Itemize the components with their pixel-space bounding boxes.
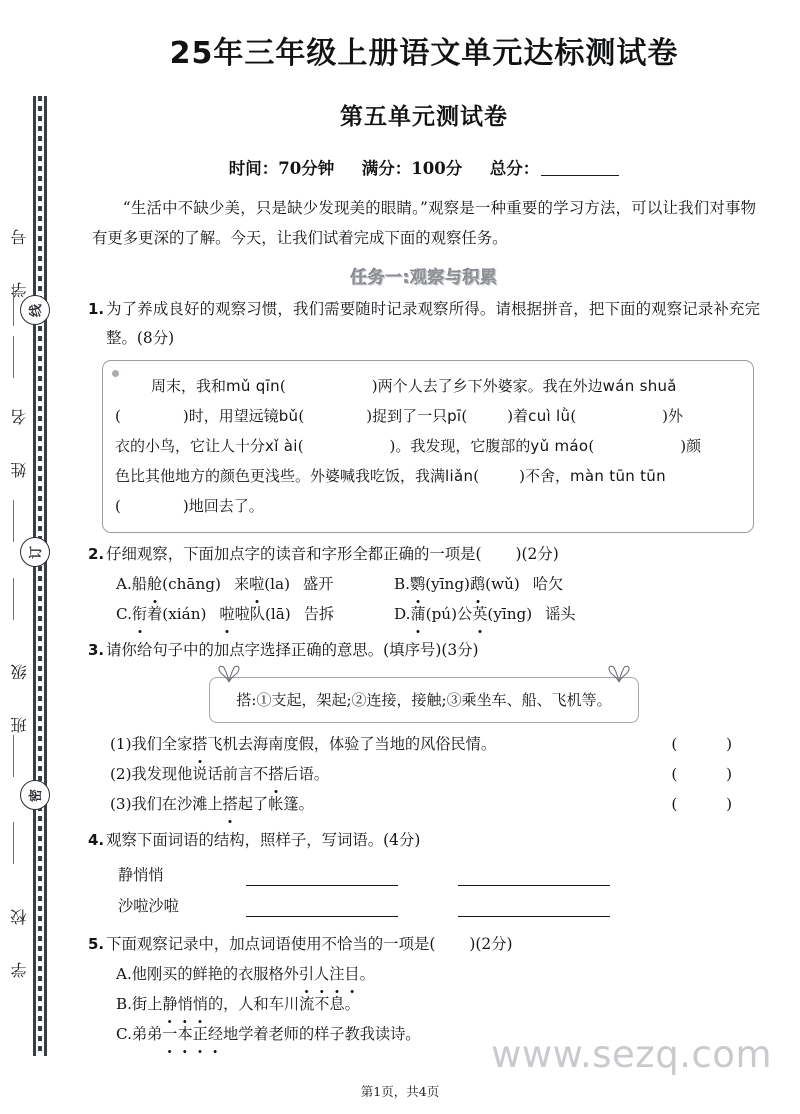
q3-item-2-answer-bracket[interactable]: ( ) — [671, 765, 754, 783]
q3-i2-pre: (2)我发现他说话前言不 — [110, 765, 269, 783]
q3-i2-post: 后语。 — [283, 765, 329, 783]
question-1-number: 1. — [88, 300, 105, 318]
seal-divider-3 — [13, 500, 14, 542]
q5-option-A-post: 。 — [359, 965, 375, 983]
question-5-number: 5. — [88, 935, 105, 953]
option-C[interactable] — [116, 599, 394, 629]
fb-l5-a: 地回去了。 — [188, 497, 264, 515]
option-D-p2: (pú)公 — [425, 605, 473, 623]
question-2-number: 2. — [88, 545, 105, 563]
fb-l2-c: 着 — [513, 407, 529, 425]
fb-l1-pinyin-2: wán shuǎ — [602, 377, 677, 395]
question-4-row-1 — [118, 864, 760, 886]
option-D-p5: 谣头 — [545, 605, 576, 623]
q5-option-C-label: C. — [116, 1025, 132, 1043]
fb-l4-a: 色比其他地方的颜色更浅些。外婆喊我吃饭，我满 — [115, 467, 446, 485]
meta-full-score: 满分：100分 — [361, 159, 463, 178]
seal-divider-5 — [13, 735, 14, 777]
seal-label-student-id: 学 号 — [10, 220, 29, 298]
q3-i1-post: 飞机去海南度假，体验了当地的风俗民情。 — [207, 735, 497, 753]
option-A[interactable] — [116, 569, 394, 599]
option-C-dotted-2: 啦 — [219, 599, 234, 629]
page-title: 25年三年级上册语文单元达标测试卷 — [169, 36, 679, 71]
definition-box — [209, 677, 638, 723]
option-A-dotted-1: 舱 — [147, 569, 162, 599]
meta-time: 时间：70分钟 — [228, 159, 335, 178]
seal-label-class: 班 级 — [10, 655, 29, 733]
q3-i2-dotted: 搭 — [268, 759, 283, 789]
question-1 — [88, 295, 760, 533]
exam-meta-line — [88, 155, 760, 179]
q3-item-3-answer-bracket[interactable]: ( ) — [671, 795, 754, 813]
meta-total-score-label: 总分： — [489, 159, 540, 178]
q5-option-A-label: A. — [116, 965, 132, 983]
q4-row-2-blank-1[interactable] — [246, 897, 398, 917]
option-D-dotted-1: 蒲 — [410, 599, 425, 629]
option-B-p2: (yīng) — [425, 575, 470, 593]
fb-l4-pinyin-2: màn tūn tūn — [569, 467, 666, 485]
question-4-row-2 — [118, 895, 760, 917]
seal-dashed-line — [38, 96, 42, 1056]
question-5-stem: 下面观察记录中，加点词语使用不恰当的一项是( — [106, 935, 436, 953]
fill-box-line-3: 衣的小鸟，它让人十分xǐ ài( )。我发现，它腹部的yǔ máo( )颜 — [115, 437, 702, 455]
question-5-option-A-row — [116, 959, 760, 989]
option-B-label: B. — [394, 575, 410, 593]
question-5 — [88, 930, 760, 1049]
q4-row-1-blank-1[interactable] — [246, 866, 398, 886]
seal-label-name: 姓 名 — [10, 400, 29, 478]
fb-l3-b: 。我发现，它腹部的 — [395, 437, 531, 455]
fb-l2-pinyin-3: cuì lǜ — [528, 407, 571, 425]
q5-option-B-dotted: 静悄悄 — [162, 989, 208, 1019]
option-C-label: C. — [116, 605, 132, 623]
q5-option-A[interactable] — [116, 959, 375, 989]
option-A-p4: (la) — [264, 575, 291, 593]
seal-divider-1 — [13, 284, 14, 326]
fb-l3-pinyin-2: yǔ máo — [530, 437, 589, 455]
fill-box-line-4: 色比其他地方的颜色更浅些。外婆喊我吃饭，我满liǎn( )不舍，màn tūn tūn — [115, 467, 666, 485]
seal-badge-xian — [20, 295, 50, 325]
q5-option-C-dotted: 一本正经 — [162, 1019, 223, 1049]
option-B-p5: 哈欠 — [532, 575, 564, 593]
q5-option-C[interactable] — [116, 1019, 420, 1049]
fb-l4-pinyin-1: liǎn — [445, 467, 474, 485]
task-banner-1: 任务一:观察与积累 — [350, 268, 498, 288]
q5-option-C-pre: 弟弟 — [131, 1025, 163, 1043]
option-A-label: A. — [116, 575, 132, 593]
fill-box-line-2: ( )时，用望远镜bǔ( )捉到了一只pī( )着cuì lǜ( )外 — [115, 407, 684, 425]
question-1-text: 为了养成良好的观察习惯，我们需要随时记录观察所得。请根据拼音，把下面的观察记录补充完整。(8分) — [106, 300, 760, 347]
option-A-dotted-2: 啦 — [249, 569, 264, 599]
option-A-p1: 船 — [131, 575, 147, 593]
page-subtitle: 第五单元测试卷 — [340, 104, 508, 130]
question-3 — [88, 636, 760, 819]
seal-divider-4 — [13, 578, 14, 620]
q3-i3-dotted: 搭 — [223, 789, 238, 819]
option-B-dotted-1: 鹦 — [410, 569, 425, 599]
fb-l3-a: 衣的小鸟，它让人十分 — [115, 437, 266, 455]
fb-l2-pinyin-2: pī — [447, 407, 462, 425]
intro-paragraph: “生活中不缺少美，只是缺少发现美的眼睛。”观察是一种重要的学习方法，可以让我们对事物有更多更深的了解。今天，让我们试着完成下面的观察任务。 — [92, 199, 756, 247]
option-C-p5: 告拆 — [303, 605, 335, 623]
q4-row-2-word: 沙啦沙啦 — [118, 897, 179, 915]
option-A-p3: 来 — [233, 575, 250, 593]
fb-l2-a: 时，用望远镜 — [188, 407, 279, 425]
exam-page — [78, 0, 778, 1114]
q3-item-2-text — [110, 759, 329, 789]
fb-l1-a: 周末，我和 — [151, 377, 227, 395]
q4-row-1-blank-2[interactable] — [458, 866, 610, 886]
fb-l3-pinyin-1: xǐ ài — [265, 437, 298, 455]
pinyin-fill-box[interactable] — [102, 360, 754, 533]
fb-l4-b: 不舍， — [524, 467, 570, 485]
question-4 — [88, 826, 760, 917]
definition-box-wrapper — [88, 677, 760, 723]
option-C-dotted-1: 衔 — [132, 599, 147, 629]
question-2-score: )(2分) — [515, 545, 559, 563]
page-footer: 第1页，共4页 — [360, 1084, 440, 1099]
q5-option-B-post: 的，人和车川流不息。 — [207, 995, 360, 1013]
option-D-dotted-2: 英 — [472, 599, 487, 629]
option-B[interactable] — [394, 569, 563, 599]
question-5-text — [106, 930, 760, 959]
q3-i1-dotted: 搭 — [192, 729, 207, 759]
option-D[interactable] — [394, 599, 576, 629]
seal-divider-2 — [13, 336, 14, 378]
question-2 — [88, 540, 760, 629]
seal-binding-strip — [33, 96, 47, 1056]
fill-box-line-5: ( )地回去了。 — [115, 497, 264, 515]
question-2-text — [106, 540, 760, 569]
seal-label-school: 学 校 — [10, 900, 29, 978]
q5-option-A-dotted: 引人注目 — [299, 959, 360, 989]
question-5-option-B-row — [116, 989, 760, 1019]
fill-box-line-1: 周末，我和mǔ qīn( )两个人去了乡下外婆家。我在外边wán shuǎ — [151, 377, 677, 395]
q3-item-1-answer-bracket[interactable]: ( ) — [671, 735, 754, 753]
question-3-item-2 — [110, 759, 760, 789]
option-B-p4: (wǔ) — [485, 575, 520, 593]
seal-badge-mi — [20, 780, 50, 810]
option-A-p5: 盛开 — [303, 575, 334, 593]
option-B-dotted-2: 鹉 — [470, 569, 485, 599]
question-4-number: 4. — [88, 831, 105, 849]
q3-item-3-text — [110, 789, 314, 819]
q5-option-B-label: B. — [116, 995, 132, 1013]
fb-l2-d: 外 — [668, 407, 684, 425]
fb-l1-pinyin-1: mǔ qīn — [226, 377, 280, 395]
option-D-p4: (yīng) — [487, 605, 533, 623]
fb-l1-b: 两个人去了乡下外婆家。我在外边 — [377, 377, 603, 395]
q5-option-B[interactable] — [116, 989, 360, 1019]
question-5-score: )(2分) — [469, 935, 513, 953]
q5-option-B-pre: 街上 — [132, 995, 163, 1013]
q5-option-C-post: 地学着老师的样子教我读诗。 — [223, 1025, 421, 1043]
q4-row-2-blank-2[interactable] — [458, 897, 610, 917]
seal-badge-xian-text: 线 — [29, 303, 45, 317]
ribbon-bow-left-icon — [216, 665, 242, 685]
q5-option-A-pre: 他刚买的鲜艳的衣服格外 — [131, 965, 299, 983]
seal-badge-ding — [20, 537, 50, 567]
seal-badge-ding-text: 订 — [29, 545, 45, 559]
option-C-p4: 啦队(lā) — [234, 605, 291, 623]
q3-item-1-text — [110, 729, 496, 759]
q3-i3-post: 起了帐篷。 — [237, 795, 314, 813]
q3-i3-pre: (3)我们在沙滩上 — [110, 795, 223, 813]
question-2-stem: 仔细观察，下面加点字的读音和字形全都正确的一项是( — [106, 545, 482, 563]
question-3-text: 请你给句子中的加点字选择正确的意思。(填序号)(3分) — [106, 641, 479, 659]
fb-l3-c: 颜 — [686, 437, 702, 455]
fb-l2-b: 捉到了一只 — [372, 407, 448, 425]
ribbon-bow-right-icon — [606, 665, 632, 685]
question-2-options-row-2 — [116, 599, 760, 629]
option-C-p2: 着(xián) — [147, 605, 207, 623]
q4-row-1-word: 静悄悄 — [118, 866, 164, 884]
question-3-number: 3. — [88, 641, 105, 659]
seal-badge-mi-text: 密 — [29, 788, 45, 802]
total-score-blank[interactable] — [541, 175, 619, 176]
seal-divider-6 — [13, 822, 14, 864]
option-A-p2: (chāng) — [162, 575, 221, 593]
question-2-options-row-1 — [116, 569, 760, 599]
question-3-item-3 — [110, 789, 760, 819]
seal-rail-right — [44, 96, 47, 1056]
site-watermark: www.sezq.com — [491, 1033, 772, 1076]
q3-i1-pre: (1)我们全家 — [110, 735, 193, 753]
definition-text: 搭:①支起，架起;②连接，接触;③乘坐车、船、飞机等。 — [236, 691, 612, 709]
fb-l2-pinyin-1: bǔ — [278, 407, 299, 425]
question-3-item-1 — [110, 729, 760, 759]
question-4-text: 观察下面词语的结构，照样子，写词语。(4分) — [106, 831, 421, 849]
question-5-option-C-row — [116, 1019, 760, 1049]
option-D-label: D. — [394, 605, 411, 623]
